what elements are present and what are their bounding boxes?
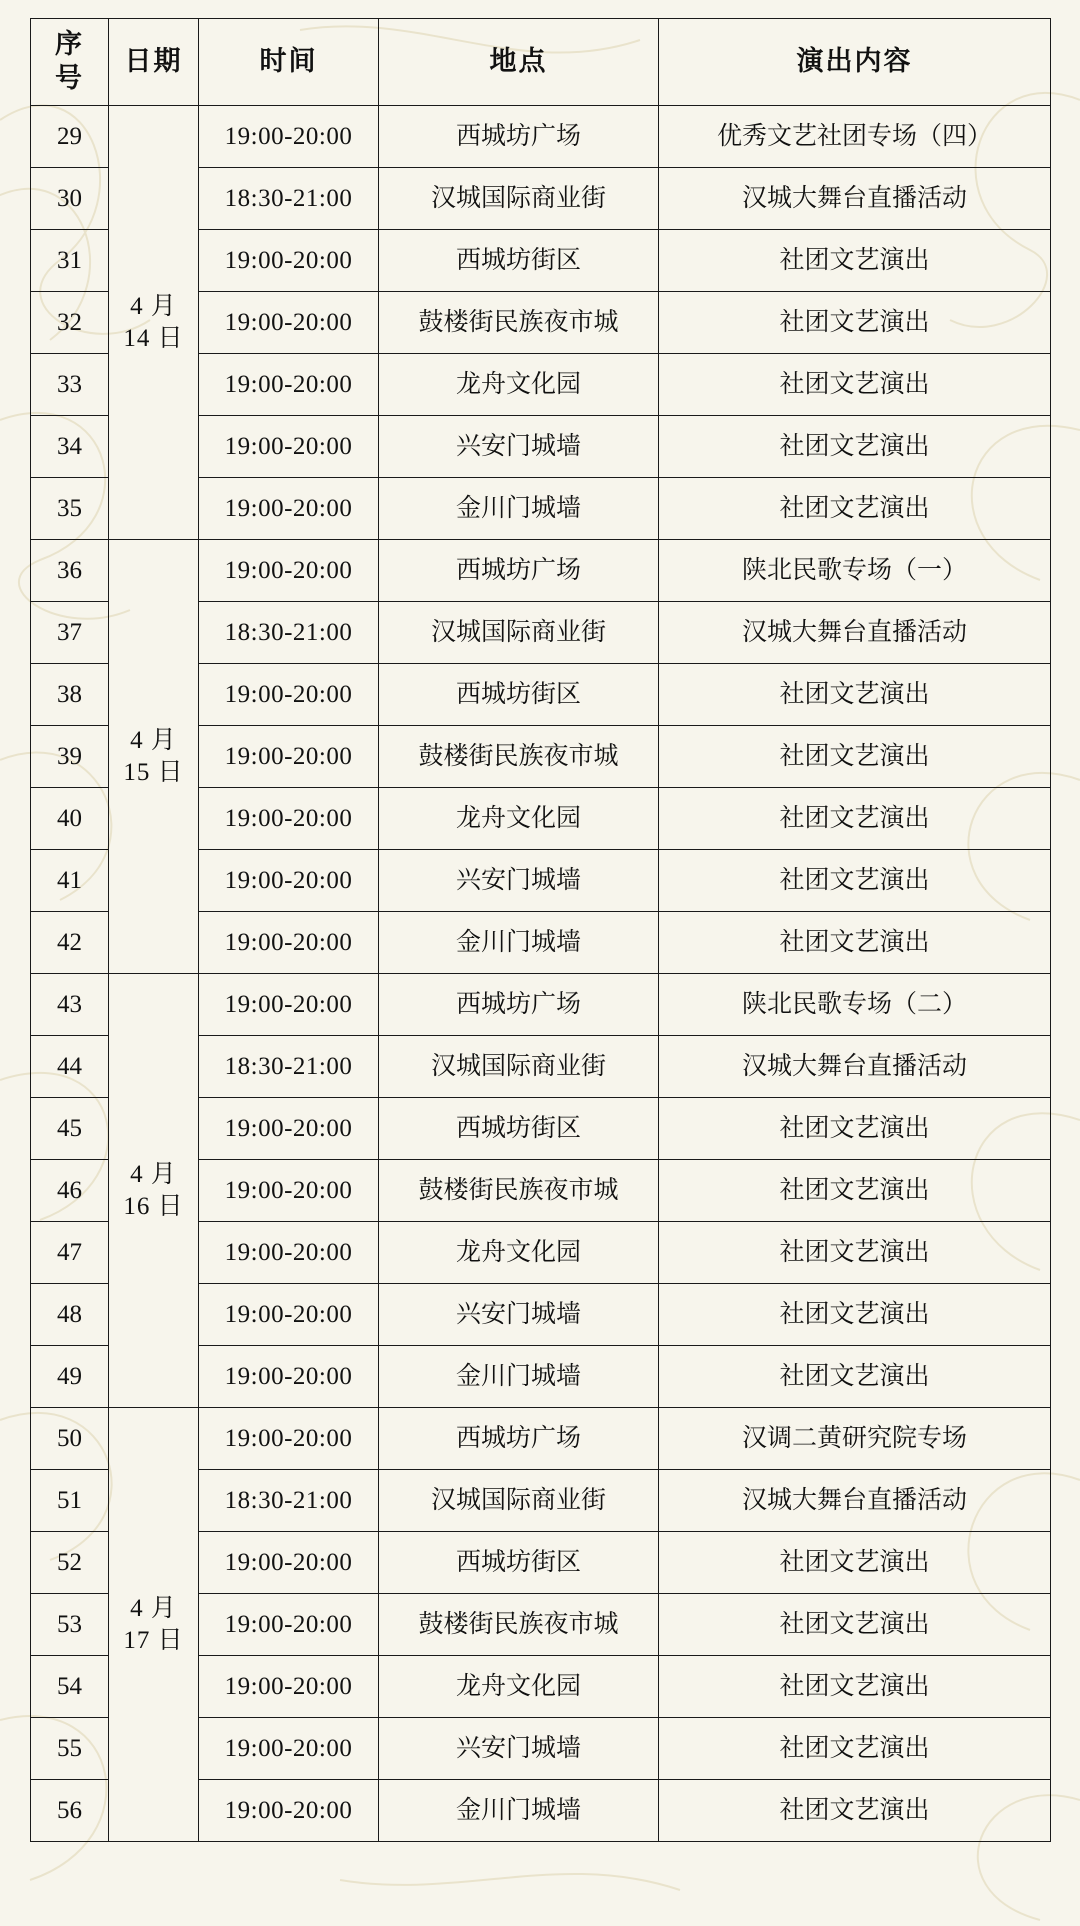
- cell-time: 19:00-20:00: [199, 292, 379, 354]
- cell-place: 兴安门城墙: [379, 416, 659, 478]
- cell-sequence: 29: [31, 106, 109, 168]
- cell-time: 19:00-20:00: [199, 540, 379, 602]
- cell-sequence: 54: [31, 1656, 109, 1718]
- cell-content: 社团文艺演出: [659, 1222, 1051, 1284]
- cell-time: 19:00-20:00: [199, 1780, 379, 1842]
- cell-sequence: 32: [31, 292, 109, 354]
- cell-content: 社团文艺演出: [659, 1284, 1051, 1346]
- cell-time: 19:00-20:00: [199, 1408, 379, 1470]
- cell-date: [109, 974, 199, 1408]
- cell-place: 龙舟文化园: [379, 1222, 659, 1284]
- cell-sequence: 52: [31, 1532, 109, 1594]
- cell-sequence: 40: [31, 788, 109, 850]
- column-header-place: 地点: [379, 19, 659, 106]
- cell-content: 社团文艺演出: [659, 1532, 1051, 1594]
- cell-place: 西城坊广场: [379, 1408, 659, 1470]
- cell-time: 19:00-20:00: [199, 1656, 379, 1718]
- cell-sequence: 50: [31, 1408, 109, 1470]
- cell-content: 社团文艺演出: [659, 354, 1051, 416]
- cell-sequence: 31: [31, 230, 109, 292]
- table-row: [31, 540, 1051, 602]
- cell-content: 社团文艺演出: [659, 1718, 1051, 1780]
- column-header-sequence-line2: 号: [55, 63, 84, 93]
- cell-place: 金川门城墙: [379, 478, 659, 540]
- table-header: [31, 19, 1051, 106]
- cell-content: 社团文艺演出: [659, 1098, 1051, 1160]
- cell-time: 19:00-20:00: [199, 354, 379, 416]
- cell-place: 汉城国际商业街: [379, 1036, 659, 1098]
- cell-content: 社团文艺演出: [659, 664, 1051, 726]
- cell-place: 兴安门城墙: [379, 850, 659, 912]
- cell-place: 西城坊街区: [379, 1098, 659, 1160]
- cell-time: 19:00-20:00: [199, 850, 379, 912]
- cell-sequence: 53: [31, 1594, 109, 1656]
- cell-time: 19:00-20:00: [199, 664, 379, 726]
- cell-place: 西城坊街区: [379, 230, 659, 292]
- column-header-time: 时间: [199, 19, 379, 106]
- cell-time: 18:30-21:00: [199, 602, 379, 664]
- cell-content: 汉城大舞台直播活动: [659, 1036, 1051, 1098]
- cell-time: 19:00-20:00: [199, 1718, 379, 1780]
- cell-place: 鼓楼街民族夜市城: [379, 1160, 659, 1222]
- cell-content: 社团文艺演出: [659, 850, 1051, 912]
- cell-sequence: 36: [31, 540, 109, 602]
- cell-place: 鼓楼街民族夜市城: [379, 726, 659, 788]
- cell-sequence: 42: [31, 912, 109, 974]
- column-header-content: 演出内容: [659, 19, 1051, 106]
- cell-content: 汉城大舞台直播活动: [659, 168, 1051, 230]
- cell-date-line1: 4 月: [130, 1595, 177, 1623]
- cell-place: 汉城国际商业街: [379, 168, 659, 230]
- cell-time: 19:00-20:00: [199, 1222, 379, 1284]
- cell-place: 兴安门城墙: [379, 1284, 659, 1346]
- cell-sequence: 35: [31, 478, 109, 540]
- cell-sequence: 46: [31, 1160, 109, 1222]
- cell-sequence: 37: [31, 602, 109, 664]
- cell-time: 19:00-20:00: [199, 974, 379, 1036]
- cell-time: 19:00-20:00: [199, 1160, 379, 1222]
- cell-content: 社团文艺演出: [659, 788, 1051, 850]
- cell-date-line2: 15 日: [123, 758, 184, 786]
- cell-sequence: 38: [31, 664, 109, 726]
- cell-content: 社团文艺演出: [659, 1780, 1051, 1842]
- cell-sequence: 43: [31, 974, 109, 1036]
- cell-time: 19:00-20:00: [199, 912, 379, 974]
- cell-content: 社团文艺演出: [659, 230, 1051, 292]
- cell-content: 社团文艺演出: [659, 1160, 1051, 1222]
- cell-place: 西城坊街区: [379, 1532, 659, 1594]
- cell-date-line1: 4 月: [130, 293, 177, 321]
- cell-date-line2: 17 日: [123, 1626, 184, 1654]
- cell-time: 18:30-21:00: [199, 1036, 379, 1098]
- cell-time: 19:00-20:00: [199, 1346, 379, 1408]
- cell-time: 19:00-20:00: [199, 230, 379, 292]
- cell-sequence: 51: [31, 1470, 109, 1532]
- cell-sequence: 44: [31, 1036, 109, 1098]
- cell-sequence: 39: [31, 726, 109, 788]
- cell-date-line2: 14 日: [123, 324, 184, 352]
- cell-content: 社团文艺演出: [659, 416, 1051, 478]
- table-row: [31, 1408, 1051, 1470]
- cell-sequence: 30: [31, 168, 109, 230]
- cell-time: 19:00-20:00: [199, 106, 379, 168]
- cell-place: 汉城国际商业街: [379, 1470, 659, 1532]
- cell-place: 兴安门城墙: [379, 1718, 659, 1780]
- cell-content: 社团文艺演出: [659, 292, 1051, 354]
- cell-content: 社团文艺演出: [659, 726, 1051, 788]
- cell-place: 龙舟文化园: [379, 788, 659, 850]
- table-header-row: [31, 19, 1051, 106]
- cell-sequence: 49: [31, 1346, 109, 1408]
- cell-time: 18:30-21:00: [199, 1470, 379, 1532]
- cell-content: 陕北民歌专场（二）: [659, 974, 1051, 1036]
- cell-date: [109, 106, 199, 540]
- cell-content: 社团文艺演出: [659, 478, 1051, 540]
- cell-place: 西城坊街区: [379, 664, 659, 726]
- cell-content: 社团文艺演出: [659, 1346, 1051, 1408]
- cell-time: 19:00-20:00: [199, 416, 379, 478]
- cell-sequence: 45: [31, 1098, 109, 1160]
- cell-place: 汉城国际商业街: [379, 602, 659, 664]
- table-row: [31, 106, 1051, 168]
- cell-content: 陕北民歌专场（一）: [659, 540, 1051, 602]
- cell-content: 汉城大舞台直播活动: [659, 602, 1051, 664]
- cell-time: 18:30-21:00: [199, 168, 379, 230]
- cell-place: 鼓楼街民族夜市城: [379, 1594, 659, 1656]
- column-header-sequence-line1: 序: [55, 29, 84, 60]
- cell-time: 19:00-20:00: [199, 478, 379, 540]
- cell-content: 社团文艺演出: [659, 912, 1051, 974]
- cell-content: 优秀文艺社团专场（四）: [659, 106, 1051, 168]
- cell-sequence: 33: [31, 354, 109, 416]
- table-body: [31, 106, 1051, 1842]
- cell-content: 汉城大舞台直播活动: [659, 1470, 1051, 1532]
- table-row: [31, 974, 1051, 1036]
- cell-time: 19:00-20:00: [199, 726, 379, 788]
- cell-content: 社团文艺演出: [659, 1656, 1051, 1718]
- cell-time: 19:00-20:00: [199, 1532, 379, 1594]
- cell-place: 金川门城墙: [379, 1780, 659, 1842]
- cell-content: 社团文艺演出: [659, 1594, 1051, 1656]
- cell-time: 19:00-20:00: [199, 1284, 379, 1346]
- cell-place: 西城坊广场: [379, 106, 659, 168]
- cell-place: 西城坊广场: [379, 540, 659, 602]
- column-header-date: 日期: [109, 19, 199, 106]
- cell-date-line1: 4 月: [130, 727, 177, 755]
- cell-sequence: 47: [31, 1222, 109, 1284]
- cell-place: 鼓楼街民族夜市城: [379, 292, 659, 354]
- performance-schedule-table: [30, 18, 1051, 1842]
- cell-sequence: 48: [31, 1284, 109, 1346]
- cell-sequence: 55: [31, 1718, 109, 1780]
- column-header-sequence: [31, 19, 109, 106]
- cell-content: 汉调二黄研究院专场: [659, 1408, 1051, 1470]
- cell-time: 19:00-20:00: [199, 788, 379, 850]
- cell-sequence: 34: [31, 416, 109, 478]
- cell-place: 龙舟文化园: [379, 354, 659, 416]
- cell-date: [109, 1408, 199, 1842]
- cell-place: 龙舟文化园: [379, 1656, 659, 1718]
- cell-date-line2: 16 日: [123, 1192, 184, 1220]
- cell-place: 金川门城墙: [379, 1346, 659, 1408]
- cell-time: 19:00-20:00: [199, 1594, 379, 1656]
- cell-sequence: 56: [31, 1780, 109, 1842]
- cell-date: [109, 540, 199, 974]
- cell-time: 19:00-20:00: [199, 1098, 379, 1160]
- cell-date-line1: 4 月: [130, 1161, 177, 1189]
- cell-place: 金川门城墙: [379, 912, 659, 974]
- cell-sequence: 41: [31, 850, 109, 912]
- cell-place: 西城坊广场: [379, 974, 659, 1036]
